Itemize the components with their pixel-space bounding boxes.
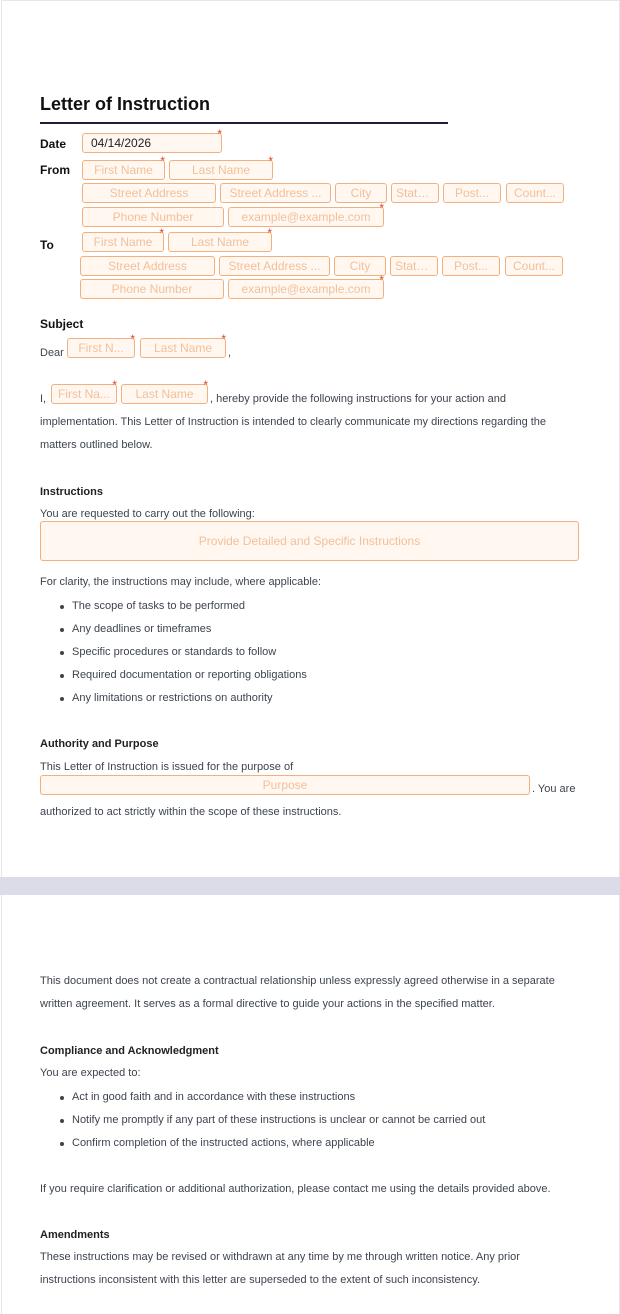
instructions-bullet: Any deadlines or timeframes	[72, 623, 212, 635]
field-placeholder: Count...	[512, 259, 556, 273]
required-asterisk: *	[268, 154, 273, 168]
field-placeholder: Phone Number	[111, 282, 193, 296]
instructions-bullet: Any limitations or restrictions on authority	[72, 692, 273, 704]
instructions-heading: Instructions	[40, 486, 103, 498]
field-placeholder: State...	[396, 186, 435, 200]
from-street-address-field[interactable]	[82, 183, 216, 203]
authority-heading: Authority and Purpose	[40, 738, 159, 750]
required-asterisk: *	[379, 273, 384, 287]
field-placeholder: example@example.com	[241, 210, 371, 224]
required-asterisk: *	[267, 226, 272, 240]
field-placeholder: Last Name	[190, 235, 250, 249]
field-placeholder: First Name	[94, 163, 153, 177]
required-asterisk: *	[159, 226, 164, 240]
to-street-address-2-field[interactable]	[219, 256, 330, 276]
required-asterisk: *	[130, 332, 135, 346]
to-country-field[interactable]	[505, 256, 563, 276]
instructions-field[interactable]	[40, 521, 579, 561]
intro-last-name-field[interactable]	[121, 378, 208, 404]
field-placeholder: City	[349, 259, 371, 273]
required-asterisk: *	[221, 332, 226, 346]
authority-lead: This Letter of Instruction is issued for the purpose of	[40, 761, 294, 773]
required-asterisk: *	[203, 378, 208, 392]
instructions-bullet: Required documentation or reporting obligations	[72, 669, 307, 681]
field-placeholder: State...	[395, 259, 434, 273]
amendments-heading: Amendments	[40, 1229, 110, 1241]
field-placeholder: example@example.com	[241, 282, 371, 296]
field-placeholder: Street Address ...	[229, 186, 322, 200]
field-placeholder: Last Name	[135, 387, 194, 401]
field-placeholder: Count...	[513, 186, 557, 200]
contract-line-2: written agreement. It serves as a formal directive to guide your actions in the specified matter.	[40, 998, 495, 1010]
compliance-lead: You are expected to:	[40, 1067, 141, 1079]
to-email-field[interactable]	[228, 273, 384, 299]
date-field[interactable]	[82, 127, 222, 153]
to-first-name-field[interactable]	[82, 226, 164, 252]
to-phone-field[interactable]	[80, 279, 224, 299]
field-placeholder: Street Address	[108, 259, 187, 273]
contract-line-1: This document does not create a contractual relationship unless expressly agreed otherwise in a separate	[40, 975, 555, 987]
amendments-line-1: These instructions may be revised or withdrawn at any time by me through written notice. Any prior	[40, 1251, 520, 1263]
intro-first-name-field[interactable]	[51, 378, 117, 404]
instructions-bullet: The scope of tasks to be performed	[72, 600, 246, 612]
clarification-text: If you require clarification or additional authorization, please contact me using the details provided above.	[40, 1183, 551, 1195]
amendments-line-2: instructions inconsistent with this letter are superseded to the extent of such inconsistency.	[40, 1274, 481, 1286]
field-placeholder: Purpose	[262, 778, 308, 792]
page-break	[0, 877, 620, 895]
field-placeholder: Provide Detailed and Specific Instructions	[198, 534, 421, 548]
intro-line-3: matters outlined below.	[40, 439, 153, 451]
compliance-bullet: Confirm completion of the instructed actions, where applicable	[72, 1137, 375, 1149]
field-placeholder: Post...	[453, 259, 488, 273]
salutation-first-name-field[interactable]	[67, 332, 135, 358]
to-state-field[interactable]	[390, 256, 438, 276]
to-postal-field[interactable]	[442, 256, 500, 276]
from-email-field[interactable]	[228, 201, 384, 227]
compliance-bullet: Notify me promptly if any part of these instructions is unclear or cannot be carried out	[72, 1114, 486, 1126]
document-title: Letter of Instruction	[40, 94, 210, 114]
field-placeholder: Post...	[454, 186, 489, 200]
salutation-last-name-field[interactable]	[140, 332, 226, 358]
authority-line-2: authorized to act strictly within the scope of these instructions.	[40, 806, 342, 818]
salutation-comma: ,	[228, 347, 232, 359]
field-placeholder: Last Name	[153, 341, 213, 355]
from-city-field[interactable]	[335, 183, 387, 203]
from-state-field[interactable]	[391, 183, 439, 203]
intro-i: I,	[40, 393, 47, 405]
from-last-name-field[interactable]	[169, 154, 273, 180]
from-country-field[interactable]	[506, 183, 564, 203]
field-placeholder: First Name	[93, 235, 153, 249]
required-asterisk: *	[217, 127, 222, 141]
field-placeholder: Street Address	[109, 186, 189, 200]
required-asterisk: *	[112, 378, 117, 392]
compliance-bullet: Act in good faith and in accordance with these instructions	[72, 1091, 356, 1103]
field-placeholder: Phone Number	[112, 210, 194, 224]
authority-after: . You are	[532, 783, 576, 795]
field-placeholder: Street Address ...	[228, 259, 321, 273]
from-label: From	[40, 163, 70, 177]
field-placeholder: First N...	[78, 341, 124, 355]
field-placeholder: 04/14/2026	[91, 136, 152, 150]
from-postal-field[interactable]	[443, 183, 501, 203]
purpose-field[interactable]	[40, 775, 530, 795]
title-divider	[40, 122, 448, 124]
instructions-bullet: Specific procedures or standards to follow	[72, 646, 277, 658]
dear-label: Dear	[40, 347, 64, 359]
intro-line-1: , hereby provide the following instructions for your action and	[210, 393, 506, 405]
required-asterisk: *	[379, 201, 384, 215]
to-street-address-field[interactable]	[80, 256, 215, 276]
compliance-heading: Compliance and Acknowledgment	[40, 1045, 219, 1057]
instructions-clarity: For clarity, the instructions may include, where applicable:	[40, 576, 322, 588]
to-last-name-field[interactable]	[168, 226, 272, 252]
subject-label: Subject	[40, 317, 84, 331]
from-phone-field[interactable]	[82, 207, 224, 227]
intro-line-2: implementation. This Letter of Instruction is intended to clearly communicate my directions regarding the	[40, 416, 547, 428]
field-placeholder: City	[350, 186, 372, 200]
from-street-address-2-field[interactable]	[220, 183, 331, 203]
required-asterisk: *	[160, 154, 165, 168]
to-city-field[interactable]	[334, 256, 386, 276]
from-first-name-field[interactable]	[82, 154, 165, 180]
to-label: To	[40, 238, 54, 252]
field-placeholder: First Na...	[57, 387, 110, 401]
date-label: Date	[40, 137, 67, 151]
instructions-lead: You are requested to carry out the following:	[40, 508, 255, 520]
field-placeholder: Last Name	[191, 163, 251, 177]
